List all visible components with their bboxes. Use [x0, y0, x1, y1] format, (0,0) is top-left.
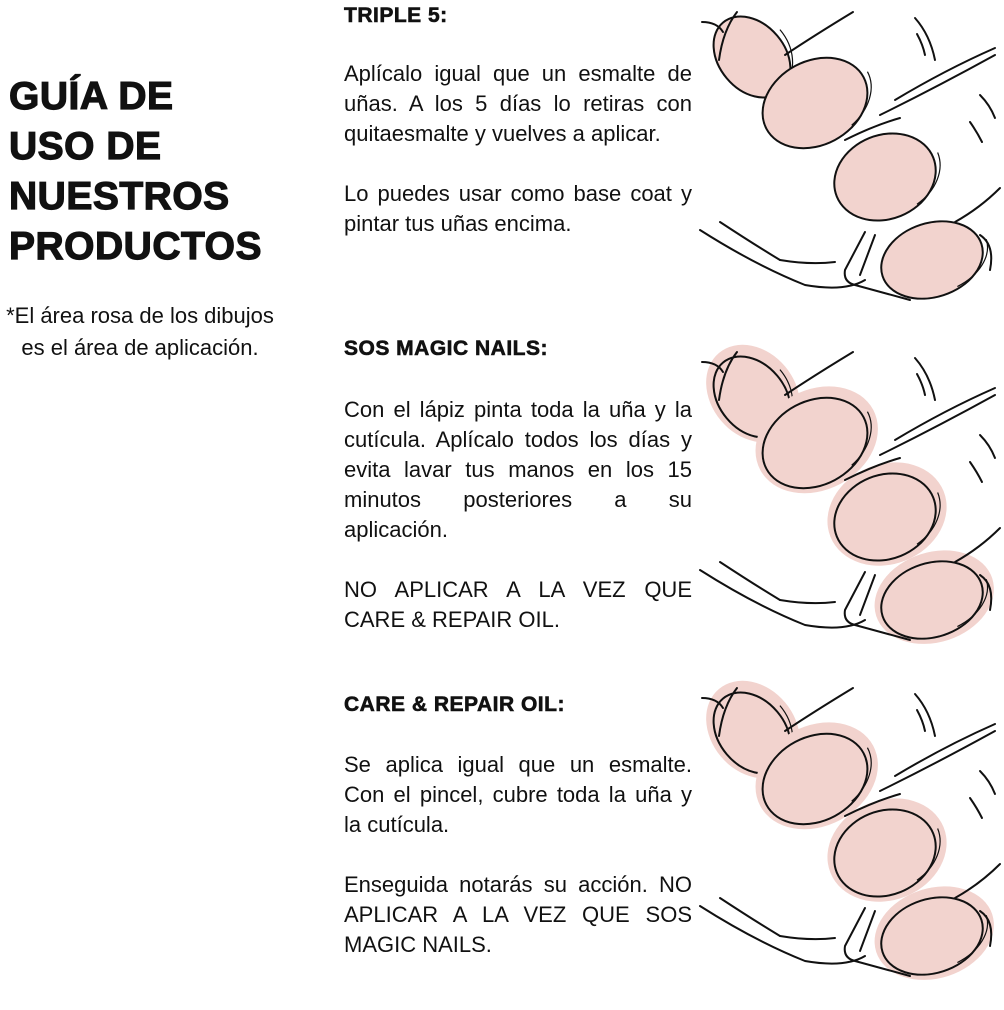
- hand-drawing-icon: [695, 0, 1004, 310]
- section-triple-5: [344, 1, 692, 239]
- section-heading: TRIPLE 5:: [344, 4, 448, 27]
- section-paragraph: NO APLICAR A LA VEZ QUE CARE & REPAIR OIL.: [344, 577, 692, 632]
- nail-illustration-triple-5: [695, 0, 1004, 310]
- title-line: GUÍA DE: [9, 75, 174, 118]
- section-care-repair-oil: [344, 690, 692, 960]
- section-paragraph: Enseguida notarás su acción. NO APLICAR A LA VEZ QUE SOS MAGIC NAILS.: [344, 872, 692, 957]
- section-heading: SOS MAGIC NAILS:: [344, 337, 549, 360]
- hand-drawing-icon: [695, 340, 1004, 650]
- application-area-note: *El área rosa de los dibujos es el área de aplicación.: [6, 303, 274, 360]
- section-paragraph: Lo puedes usar como base coat y pintar tus uñas encima.: [344, 181, 692, 236]
- hand-drawing-icon: [695, 676, 1004, 986]
- section-paragraph: Aplícalo igual que un esmalte de uñas. A los 5 días lo retiras con quitaesmalte y vuelves a aplicar.: [344, 61, 692, 146]
- title-line: USO DE: [9, 125, 162, 168]
- title-line: NUESTROS: [9, 175, 230, 218]
- page-title: [9, 72, 262, 272]
- section-paragraph: Con el lápiz pinta toda la uña y la cutícula. Aplícalo todos los días y evita lavar tus manos en los 15 minutos posteriores a su aplicación.: [344, 397, 692, 542]
- title-line: PRODUCTOS: [9, 225, 262, 268]
- nail-illustration-sos-magic-nails: [695, 340, 1004, 650]
- section-paragraph: Se aplica igual que un esmalte. Con el pincel, cubre toda la uña y la cutícula.: [344, 752, 692, 837]
- section-heading: CARE & REPAIR OIL:: [344, 693, 565, 716]
- section-sos-magic-nails: [344, 334, 692, 635]
- nail-illustration-care-repair-oil: [695, 676, 1004, 986]
